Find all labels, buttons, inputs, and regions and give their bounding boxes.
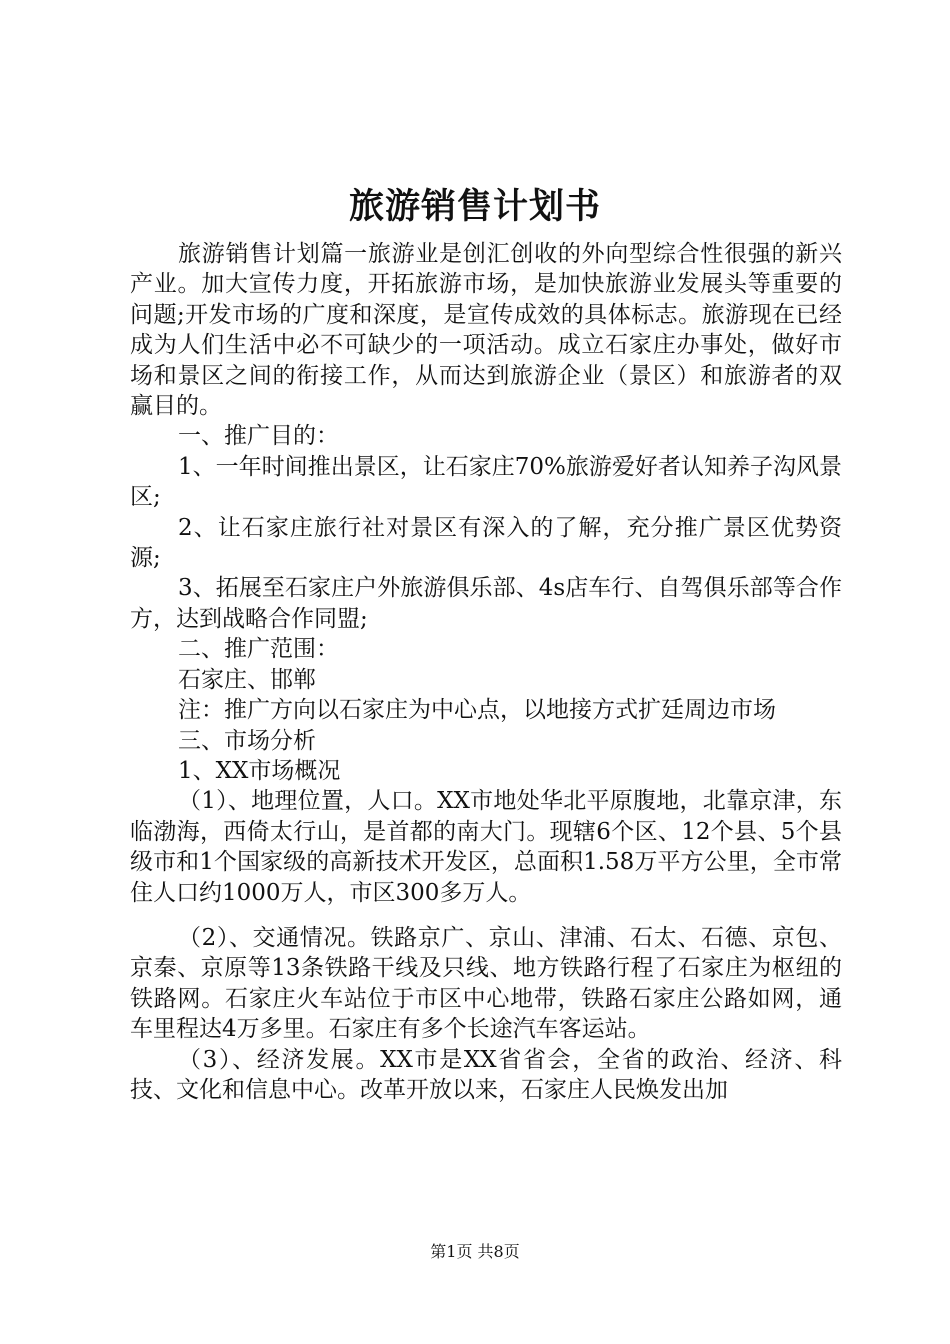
section-heading-market-analysis: 三、市场分析: [178, 727, 316, 754]
document-body: [130, 239, 842, 1105]
goal-item-3: 3、拓展至石家庄户外旅游俱乐部、4s店车行、自驾俱乐部等合作方，达到战略合作同盟;: [130, 575, 842, 632]
goal-item-1: 1、一年时间推出景区，让石家庄70%旅游爱好者认知养子沟风景区;: [130, 453, 842, 511]
transport-paragraph: （2）、交通情况。铁路京广、京山、津浦、石太、石德、京包、京秦、京原等13条铁路干线及只线、地方铁路行程了石家庄为枢纽的铁路网。石家庄火车站位于市区中心地带，铁路石家庄公路如网，通车里程达4万多里。石家庄有多个长途汽车客运站。: [130, 924, 842, 1043]
document-title: 旅游销售计划书: [348, 186, 601, 227]
geography-paragraph: （1）、地理位置，人口。XX市地处华北平原腹地，北靠京津，东临渤海，西倚太行山，是首都的南大门。现辖6个区、12个县、5个县级市和1个国家级的高新技术开发区，总面积1.58万平方公里，全市常住人口约1000万人，市区300多万人。: [130, 788, 842, 906]
goal-item-2: 2、让石家庄旅行社对景区有深入的了解，充分推广景区优势资源;: [130, 514, 842, 572]
section-heading-promotion-scope: 二、推广范围：: [178, 636, 339, 663]
subsection-heading-market-overview: 1、XX市场概况: [178, 757, 341, 784]
section-heading-promotion-goals: 一、推广目的：: [178, 423, 339, 450]
intro-paragraph: 旅游销售计划篇一旅游业是创汇创收的外向型综合性很强的新兴产业。加大宣传力度，开拓旅游市场，是加快旅游业发展头等重要的问题;开发市场的广度和深度，是宣传成效的具体标志。旅游现在已经成为人们生活中必不可缺少的一项活动。成立石家庄办事处，做好市场和景区之间的衔接工作，从而达到旅游企业（景区）和旅游者的双赢目的。: [130, 241, 842, 420]
scope-note: 注：推广方向以石家庄为中心点，以地接方式扩廷周边市场: [178, 697, 776, 724]
economy-paragraph: （3）、经济发展。XX市是XX省省会，全省的政治、经济、科技、文化和信息中心。改革开放以来，石家庄人民焕发出加: [130, 1046, 842, 1103]
scope-cities: 石家庄、邯郸: [178, 666, 316, 693]
page-footer: 第1页 共8页: [430, 1242, 520, 1261]
